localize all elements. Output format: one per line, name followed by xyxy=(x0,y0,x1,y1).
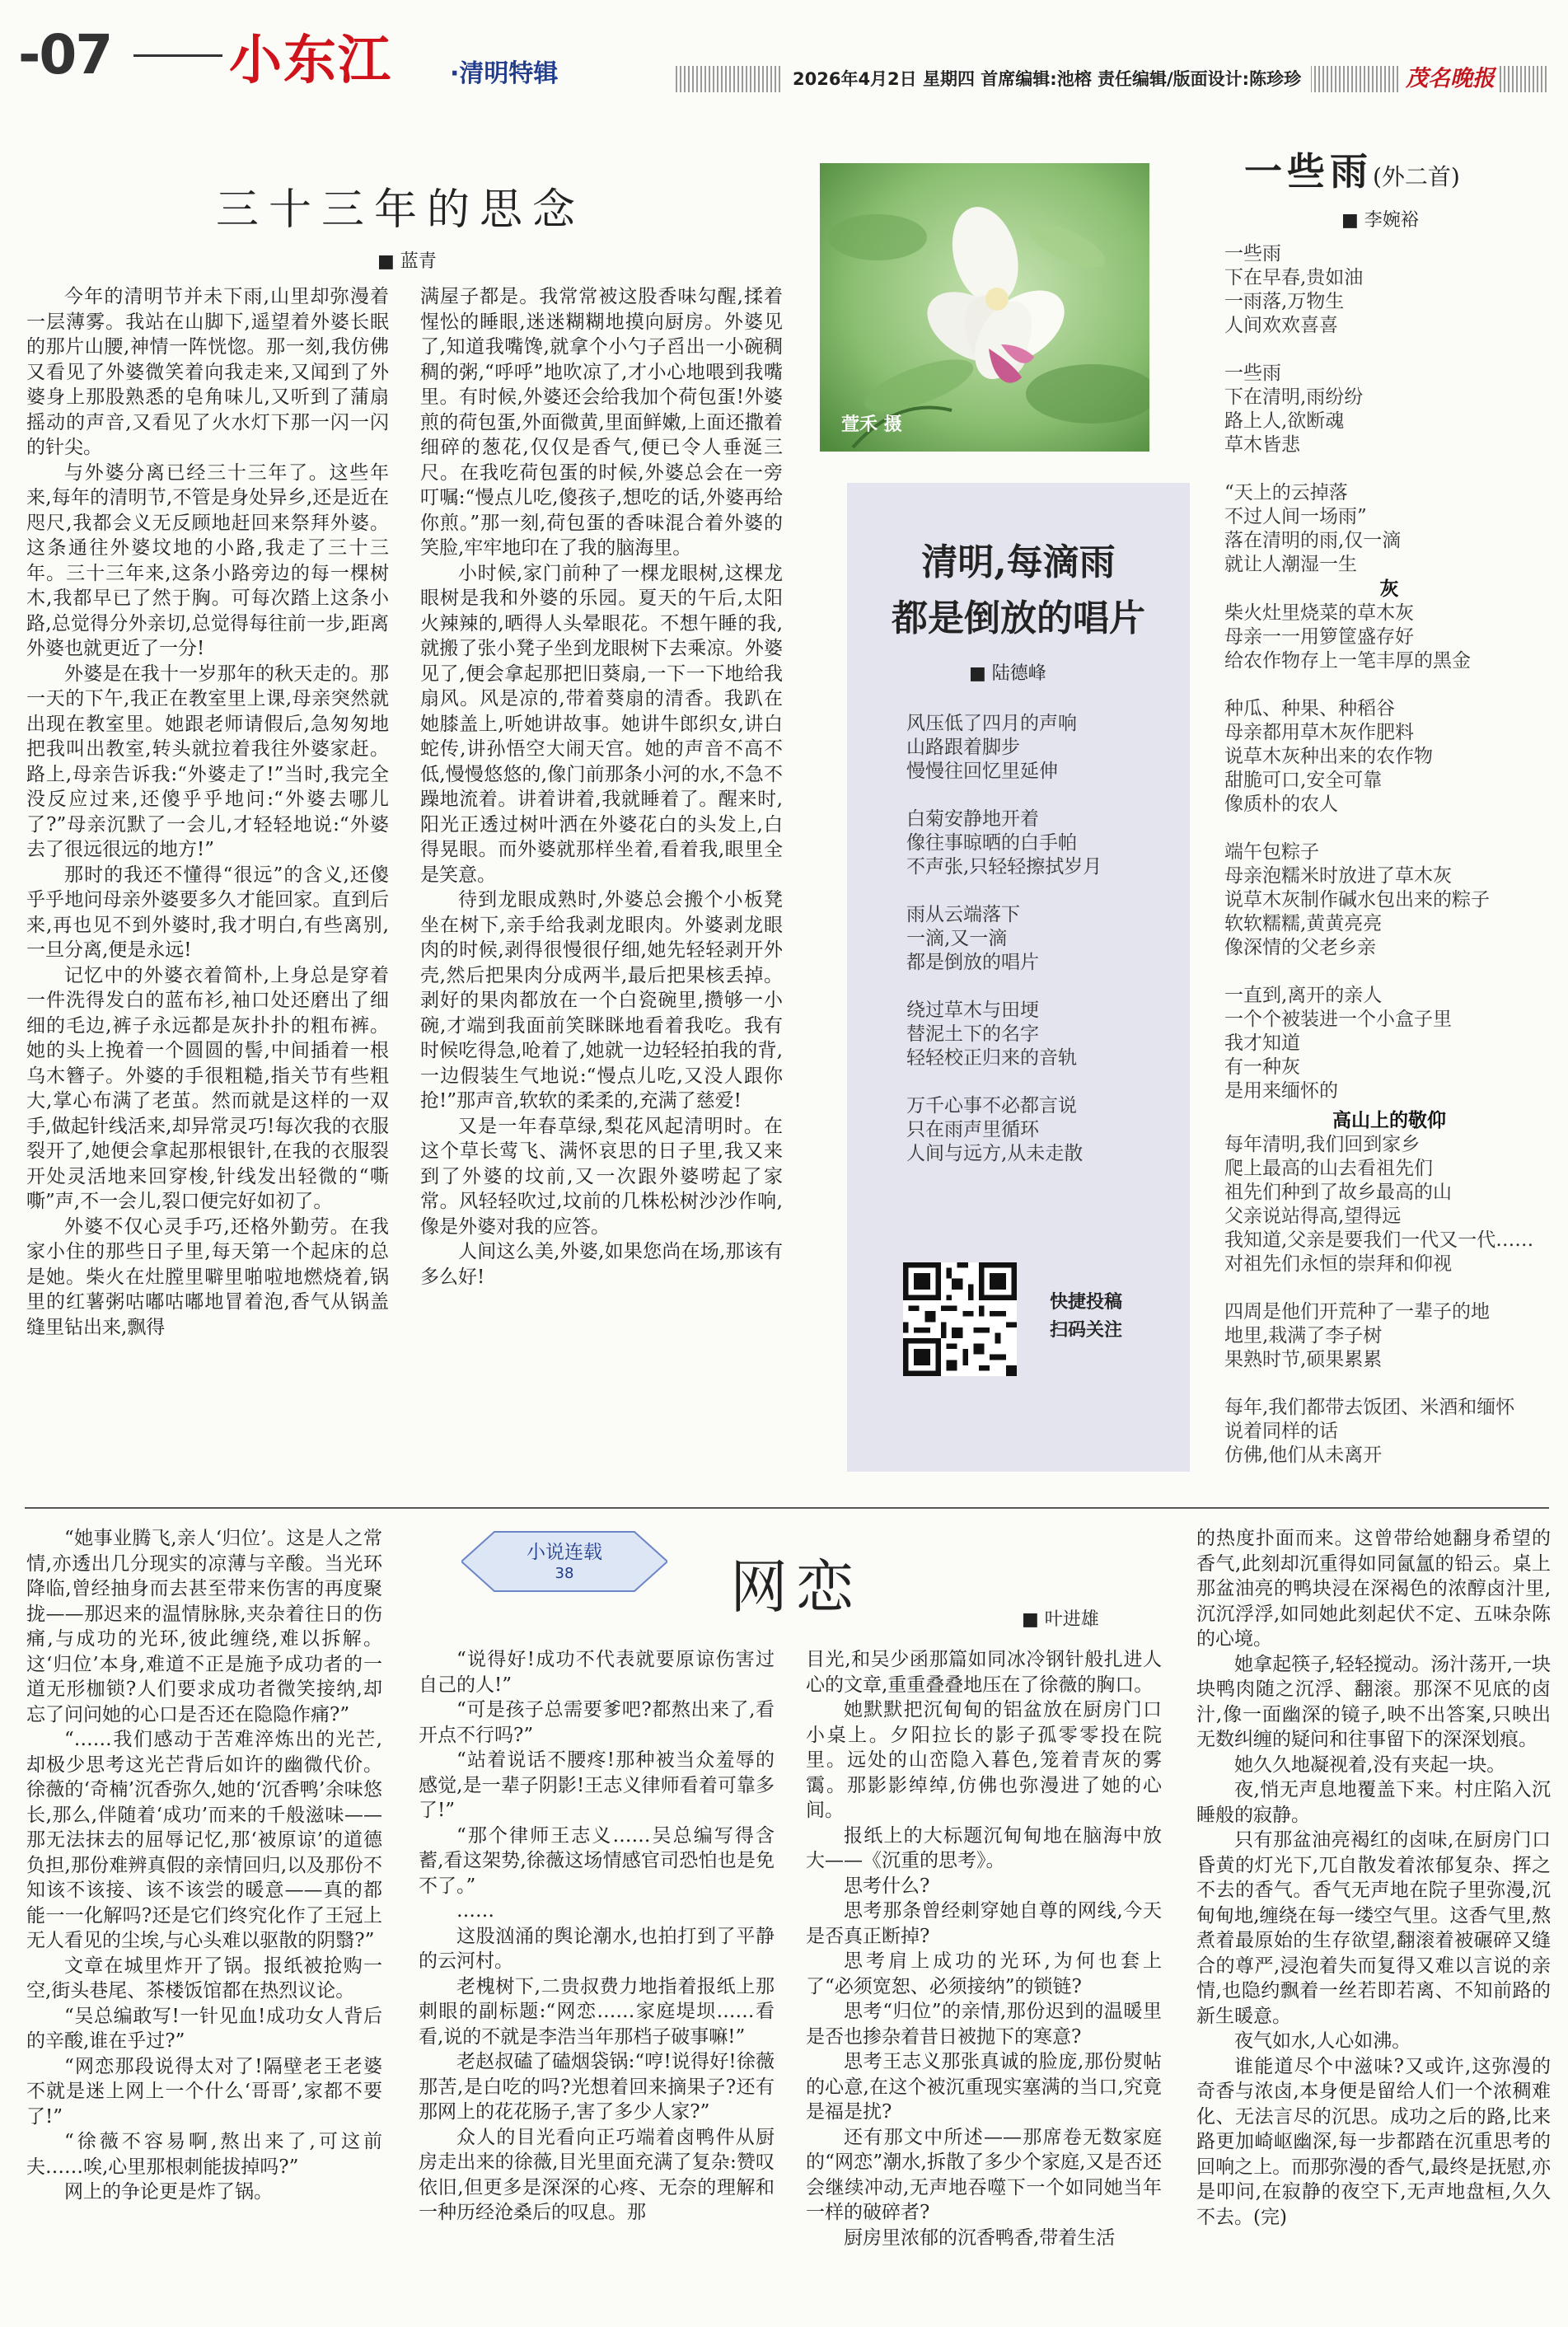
poem-stanza: 白菊安静地开着 像往事晾晒的白手帕 不声张,只轻轻擦拭岁月 xyxy=(906,808,1102,878)
paragraph: 的热度扑面而来。这曾带给她翻身希望的香气,此刻却沉重得如同氤氲的铅云。桌上那盆油亮的鸭块浸在深褐色的浓醇卤汁里,沉沉浮浮,如同她此刻起伏不定、五味杂陈的心境。 xyxy=(1196,1528,1551,1650)
paragraph: 夜气如水,人心如沸。 xyxy=(1234,2030,1411,2052)
special-label: ·清明特辑 xyxy=(450,59,559,88)
poem-stanza: 风压低了四月的声响 山路跟着脚步 慢慢往回忆里延伸 xyxy=(906,713,1077,782)
poem-stanza: 每年,我们都带去饭团、米酒和缅怀 说着同样的话 仿佛,他们从未离开 xyxy=(1224,1397,1515,1466)
flower-image xyxy=(820,163,1149,452)
paragraph: 满屋子都是。我常常被这股香味勾醒,揉着惺忪的睡眼,迷迷糊糊地摸向厨房。外婆见了,知道我嘴馋,就拿个小勺子舀出一小碗稠稠的粥,“呼呼”地吹凉了,才小心地喂到我嘴里。有时候,外婆还会给我加个荷包蛋!外婆煎的荷包蛋,外面微黄,里面鲜嫩,上面还撒着细碎的葱花,仅仅是香气,便已令人垂涎三尺。在我吃荷包蛋的时候,外婆总会在一旁叮嘱:“慢点儿吃,傻孩子,想吃的话,外婆再给你煎。”那一刻,荷包蛋的香味混合着外婆的笑脸,牢牢地印在了我的脑海里。 xyxy=(420,286,783,559)
paragraph: 谁能道尽个中滋味?又或许,这弥漫的奇香与浓卤,本身便是留给人们一个浓稠难化、无法言尽的沉思。成功之后的路,比来路更加崎岖幽深,每一步都踏在沉重思考的回响之上。而那弥漫的香气,最终是抚慰,亦是叩问,在寂静的夜空下,无声地盘桓,久久不去。(完) xyxy=(1196,2055,1551,2228)
paragraph: 老赵叔磕了磕烟袋锅:“哼!说得好!徐薇那苦,是白吃的吗?光想着回来摘果子?还有那网上的花花肠子,害了多少人家?” xyxy=(419,2051,775,2123)
paragraph: 网上的争论更是炸了锅。 xyxy=(64,2181,273,2203)
section-name xyxy=(229,28,392,94)
paragraph: 她拿起筷子,轻轻搅动。汤汁荡开,一块块鸭肉随之沉浮、翻滚。那深不见底的卤汁,像一面幽深的镜子,映不出答案,只映出无数纠缠的疑问和往事留下的深深划痕。 xyxy=(1196,1653,1551,1750)
poem-stanza: 四周是他们开荒种了一辈子的地 地里,栽满了李子树 果熟时节,硕果累累 xyxy=(1224,1301,1490,1370)
paragraph: “站着说话不腰疼!那种被当众羞辱的感觉,是一辈子阴影!王志义律师看着可靠多了!” xyxy=(419,1749,775,1821)
paragraph: “那个律师王志义……吴总编写得含蓄,看这架势,徐薇这场情感官司恐怕也是免不了。” xyxy=(419,1824,775,1897)
section-divider xyxy=(25,1507,1549,1509)
paragraph: 外婆不仅心灵手巧,还格外勤劳。在我家小住的那些日子里,每天第一个起床的总是她。柴火在灶膛里噼里啪啦地燃烧着,锅里的红薯粥咕嘟咕嘟地冒着泡,香气从锅盖缝里钻出来,飘得 xyxy=(26,1215,389,1338)
serial-author: ■ 叶进雄 xyxy=(1022,1609,1099,1630)
paragraph: 人间这么美,外婆,如果您尚在场,那该有多么好! xyxy=(420,1241,783,1288)
header-info-bar xyxy=(676,63,1549,96)
header-rule-left xyxy=(133,54,222,57)
poem-stanza: 绕过草木与田埂 替泥土下的名字 轻轻校正归来的音轨 xyxy=(906,1000,1077,1069)
paragraph: 外婆是在我十一岁那年的秋天走的。那一天的下午,我正在教室里上课,母亲突然就出现在教室里。她跟老师请假后,急匆匆地把我叫出教室,转头就拉着我往外婆家赶。路上,母亲告诉我:“外婆走了!”当时,我完全没反应过来,还傻乎乎地问:“外婆去哪儿了?”母亲沉默了一会儿,才轻轻地说:“外婆去了很远很远的地方!” xyxy=(26,663,389,860)
qr-code-icon xyxy=(903,1262,1017,1376)
poem-stanza: 一些雨 下在早春,贵如油 一雨落,万物生 人间欢欢喜喜 xyxy=(1224,243,1364,336)
paragraph: 那时的我还不懂得“很远”的含义,还傻乎乎地问母亲外婆要多久才能回家。直到后来,再也见不到外婆时,我才明白,有些离别,一旦分离,便是永远! xyxy=(26,864,389,961)
paragraph: 还有那文中所述——那席卷无数家庭的“网恋”潮水,拆散了多少个家庭,又是否还会继续冲动,无声地吞噬下一个如同她当年一样的破碎者? xyxy=(806,2126,1162,2223)
paragraph: 众人的目光看向正巧端着卤鸭件从厨房走出来的徐薇,目光里面充满了复杂:赞叹依旧,但更多是深深的心疼、无奈的理解和一种历经沧桑后的叹息。那 xyxy=(419,2126,775,2223)
serial-column-4 xyxy=(1196,1526,1551,2230)
paragraph: 她久久地凝视着,没有夹起一块。 xyxy=(1234,1753,1506,1776)
paper-logo: 茂名晚报 xyxy=(1401,63,1500,96)
poem-subtitle: 灰 xyxy=(1379,578,1399,600)
paragraph: “说得好!成功不代表就要原谅伤害过自己的人!” xyxy=(419,1649,775,1696)
poem-stanza: 一直到,离开的亲人 一个个被装进一个小盒子里 我才知道 有一种灰 是用来缅怀的 xyxy=(1224,985,1452,1102)
paragraph: 又是一年春草绿,梨花风起清明时。在这个草长莺飞、满怀哀思的日子里,我又来到了外婆的坟前,又一次跟外婆唠起了家常。风轻轻吹过,坟前的几株松树沙沙作响,像是外婆对我的应答。 xyxy=(420,1115,783,1238)
serial-badge-label: 小说连载 xyxy=(527,1542,602,1563)
right-poem-author: ■ 李婉裕 xyxy=(1341,210,1419,231)
paragraph: “吴总编敢写!一针见血!成功女人背后的辛酸,谁在乎过?” xyxy=(26,2005,382,2052)
date-info: 2026年4月2日 星期四 首席编辑:池榕 责任编辑/版面设计:陈珍珍 xyxy=(783,66,1311,92)
poem-stanza: 种瓜、种果、种稻谷 母亲都用草木灰作肥料 说草木灰种出来的农作物 甜脆可口,安全可靠 像质朴的农人 xyxy=(1224,698,1433,815)
paragraph: 夜,悄无声息地覆盖下来。村庄陷入沉睡般的寂静。 xyxy=(1196,1779,1551,1826)
paragraph: 她默默把沉甸甸的铝盆放在厨房门口小桌上。夕阳拉长的影子孤零零投在院里。远处的山峦隐入暮色,笼着青灰的雾霭。那影影绰绰,仿佛也弥漫进了她的心间。 xyxy=(806,1699,1162,1821)
article1-column-1 xyxy=(26,284,389,1340)
paragraph: “可是孩子总需要爹吧?都熬出来了,看开点不行吗?” xyxy=(419,1699,775,1746)
poem-stanza: 一些雨 下在清明,雨纷纷 路上人,欲断魂 草木皆悲 xyxy=(1224,363,1364,456)
flower-photo xyxy=(820,163,1149,452)
paragraph: “她事业腾飞,亲人‘归位’。这是人之常情,亦透出几分现实的凉薄与辛酸。当光环降临,曾经抽身而去甚至带来伤害的再度聚拢——那迟来的温情脉脉,夹杂着往日的伤痛,与成功的光环,彼此缠绕,难以拆解。这‘归位’本身,难道不正是施予成功者的一道无形枷锁?人们要求成功者微笑接纳,却忘了问问她的心口是否还在隐隐作痛?” xyxy=(26,1528,382,1725)
qr-code[interactable] xyxy=(903,1262,1017,1376)
poem-title-line2: 都是倒放的唱片 xyxy=(892,597,1145,639)
paragraph: 小时候,家门前种了一棵龙眼树,这棵龙眼树是我和外婆的乐园。夏天的午后,太阳火辣辣的,晒得人头晕眼花。不想午睡的我,就搬了张小凳子坐到龙眼树下去乘凉。外婆见了,便会拿起那把旧葵扇,一下一下地给我扇风。风是凉的,带着葵扇的清香。我趴在她膝盖上,听她讲故事。她讲牛郎织女,讲白蛇传,讲孙悟空大闹天宫。她的声音不高不低,慢慢悠悠的,像门前那条小河的水,不急不躁地流着。讲着讲着,我就睡着了。醒来时,阳光正透过树叶洒在外婆花白的头发上,白得晃眼。而外婆就那样坐着,看着我,眼里全是笑意。 xyxy=(420,562,783,886)
right-poem-title-suffix: (外二首) xyxy=(1373,163,1460,190)
section-name-text: 小东江 xyxy=(229,30,392,91)
serial-column-3 xyxy=(806,1647,1162,2250)
photo-caption: 萱禾 摄 xyxy=(841,414,902,435)
paragraph: 今年的清明节并未下雨,山里却弥漫着一层薄雾。我站在山脚下,遥望着外婆长眠的那片山腰,神情一阵恍惚。那一刻,我仿佛又看见了外婆微笑着向我走来,又闻到了外婆身上那股熟悉的皂角味儿,又听到了蒲扇摇动的声音,又看见了火水灯下那一闪一闪的针尖。 xyxy=(26,286,389,458)
poem-stanza: 万千心事不必都言说 只在雨声里循环 人间与远方,从未走散 xyxy=(906,1095,1084,1164)
poem-title-line1: 清明,每滴雨 xyxy=(921,541,1116,583)
paragraph: “徐薇不容易啊,熬出来了,可这前夫……唉,心里那根刺能拔掉吗?” xyxy=(26,2131,382,2178)
article-author: ■ 蓝青 xyxy=(377,251,437,272)
poem-stanza: “天上的云掉落 不过人间一场雨” 落在清明的雨,仅一滴 就让人潮湿一生 xyxy=(1224,482,1402,575)
paragraph: “网恋那段说得太对了!隔壁老王老婆不就是迷上网上一个什么‘哥哥’,家都不要了!” xyxy=(26,2055,382,2128)
page-header xyxy=(0,0,1568,105)
center-poem-box xyxy=(847,483,1190,1472)
page-number: -07 xyxy=(18,23,112,87)
paragraph: 思考什么? xyxy=(844,1875,930,1897)
article-title: 三十三年的思念 xyxy=(216,185,586,235)
paragraph: 思考“归位”的亲情,那份迟到的温暖里是否也掺杂着昔日被抛下的寒意? xyxy=(806,2001,1162,2048)
right-poem-title xyxy=(1244,142,1460,196)
poem-stanza: 雨从云端落下 一滴,又一滴 都是倒放的唱片 xyxy=(906,904,1039,973)
paragraph: 与外婆分离已经三十三年了。这些年来,每年的清明节,不管是身处异乡,还是近在咫尺,我都会义无反顾地赶回来祭拜外婆。这条通往外婆坟地的小路,我走了三十三年。三十三年来,这条小路旁边的每一棵树木,我都早已了然于胸。可每次踏上这条小路,总觉得分外亲切,总觉得每往前一步,距离外婆也就更近了一分! xyxy=(26,461,389,659)
paragraph: “……我们感动于苦难淬炼出的光芒,却极少思考这光芒背后如许的幽微代价。徐薇的‘奇楠’沉香弥久,她的‘沉香鸭’余味悠长,那么,伴随着‘成功’而来的千般滋味——那无法抹去的屈辱记忆,那‘被原谅’的道德负担,那份难辨真假的亲情回归,以及那份不知该不该接、该不该尝的暖意——真的都能一一化解吗?还是它们终究化作了王冠上无人看见的尘埃,与心头难以驱散的阴翳?” xyxy=(26,1729,382,1951)
paragraph: 目光,和吴少函那篇如同冰冷钢针般扎进人心的文章,重重叠叠地压在了徐薇的胸口。 xyxy=(806,1649,1162,1696)
poem-author: ■ 陆德峰 xyxy=(969,663,1046,684)
paragraph: 待到龙眼成熟时,外婆总会搬个小板凳坐在树下,亲手给我剥龙眼肉。外婆剥龙眼肉的时候,剥得很慢很仔细,她先轻轻剥开外壳,然后把果肉分成两半,最后把果核丢掉。剥好的果肉都放在一个白瓷碗里,攒够一小碗,才端到我面前笑眯眯地看着我吃。我有时候吃得急,呛着了,她就一边轻轻拍我的背,一边假装生气地说:“慢点儿吃,又没人跟你抢!”那声音,软软的柔柔的,充满了慈爱! xyxy=(420,889,783,1112)
paragraph: 文章在城里炸开了锅。报纸被抢购一空,街头巷尾、茶楼饭馆都在热烈议论。 xyxy=(26,1955,382,2002)
paragraph: …… xyxy=(456,1900,494,1922)
article1-column-2 xyxy=(420,284,783,1290)
serial-column-1 xyxy=(26,1526,382,2205)
paragraph: 思考王志义那张真诚的脸庞,那份熨帖的心意,在这个被沉重现实塞满的当口,究竟是福是扰? xyxy=(806,2051,1162,2123)
paragraph: 厨房里浓郁的沉香鸭香,带着生活 xyxy=(844,2226,1116,2249)
paragraph: 记忆中的外婆衣着简朴,上身总是穿着一件洗得发白的蓝布衫,袖口处还磨出了细细的毛边,裤子永远都是灰扑扑的粗布裤。她的头上挽着一个圆圆的髻,中间插着一根乌木簪子。外婆的手很粗糙,指关节有些粗大,掌心布满了老茧。然而就是这样的一双手,做起针线活来,却异常灵巧!每次我的衣服裂开了,她便会拿起那根银针,在我的衣服裂开处灵活地来回穿梭,针线发出轻微的“嘶嘶”声,不一会儿,裂口便完好如初了。 xyxy=(26,964,389,1212)
poem-stanza: 端午包粽子 母亲泡糯米时放进了草木灰 说草木灰制作碱水包出来的粽子 软软糯糯,黄黄亮亮 像深情的父老乡亲 xyxy=(1224,841,1490,958)
paragraph: 思考肩上成功的光环,为何也套上了“必须宽恕、必须接纳”的锁链? xyxy=(806,1950,1162,1997)
poem-stanza: 每年清明,我们回到家乡 爬上最高的山去看祖先们 祖先们种到了故乡最高的山 父亲说站得高,望得远 我知道,父亲是要我们一代又一代…… 对祖先们永恒的崇拜和仰视 xyxy=(1224,1134,1534,1275)
paragraph: 思考那条曾经刺穿她自尊的网线,今天是否真正断掉? xyxy=(806,1900,1162,1947)
paragraph: 只有那盆油亮褐红的卤味,在厨房门口昏黄的灯光下,兀自散发着浓郁复杂、挥之不去的香气。香气无声地在院子里弥漫,沉甸甸地,缠绕在每一缕空气里。这香气里,熬煮着最原始的生存欲望,翻滚着被碾碎又缝合的尊严,浸泡着失而复得又难以言说的亲情,也隐约飘着一丝若即若离、不知前路的新生暖意。 xyxy=(1196,1829,1551,2027)
poem-subtitle: 高山上的敬仰 xyxy=(1332,1109,1446,1131)
poem-body xyxy=(906,712,1178,1190)
paragraph: 报纸上的大标题沉甸甸地在脑海中放大——《沉重的思考》。 xyxy=(806,1824,1162,1871)
paragraph: 这股汹涌的舆论潮水,也拍打到了平静的云河村。 xyxy=(419,1925,775,1972)
serial-title: 网恋 xyxy=(730,1553,862,1621)
serial-column-2 xyxy=(419,1647,775,2226)
serial-badge xyxy=(461,1529,667,1594)
serial-number: 38 xyxy=(555,1565,574,1582)
paragraph: 老槐树下,二贵叔费力地指着报纸上那刺眼的副标题:“网恋……家庭堤坝……看看,说的不就是李浩当年那档子破事嘛!” xyxy=(419,1975,775,2048)
right-poem-title-text: 一些雨 xyxy=(1244,149,1373,194)
qr-label: 快捷投稿 扫码关注 xyxy=(1050,1292,1123,1341)
right-poem-body xyxy=(1224,242,1554,1491)
poem-stanza: 柴火灶里烧菜的草木灰 母亲一一用箩筐盛存好 给农作物存上一笔丰厚的黑金 xyxy=(1224,602,1471,672)
